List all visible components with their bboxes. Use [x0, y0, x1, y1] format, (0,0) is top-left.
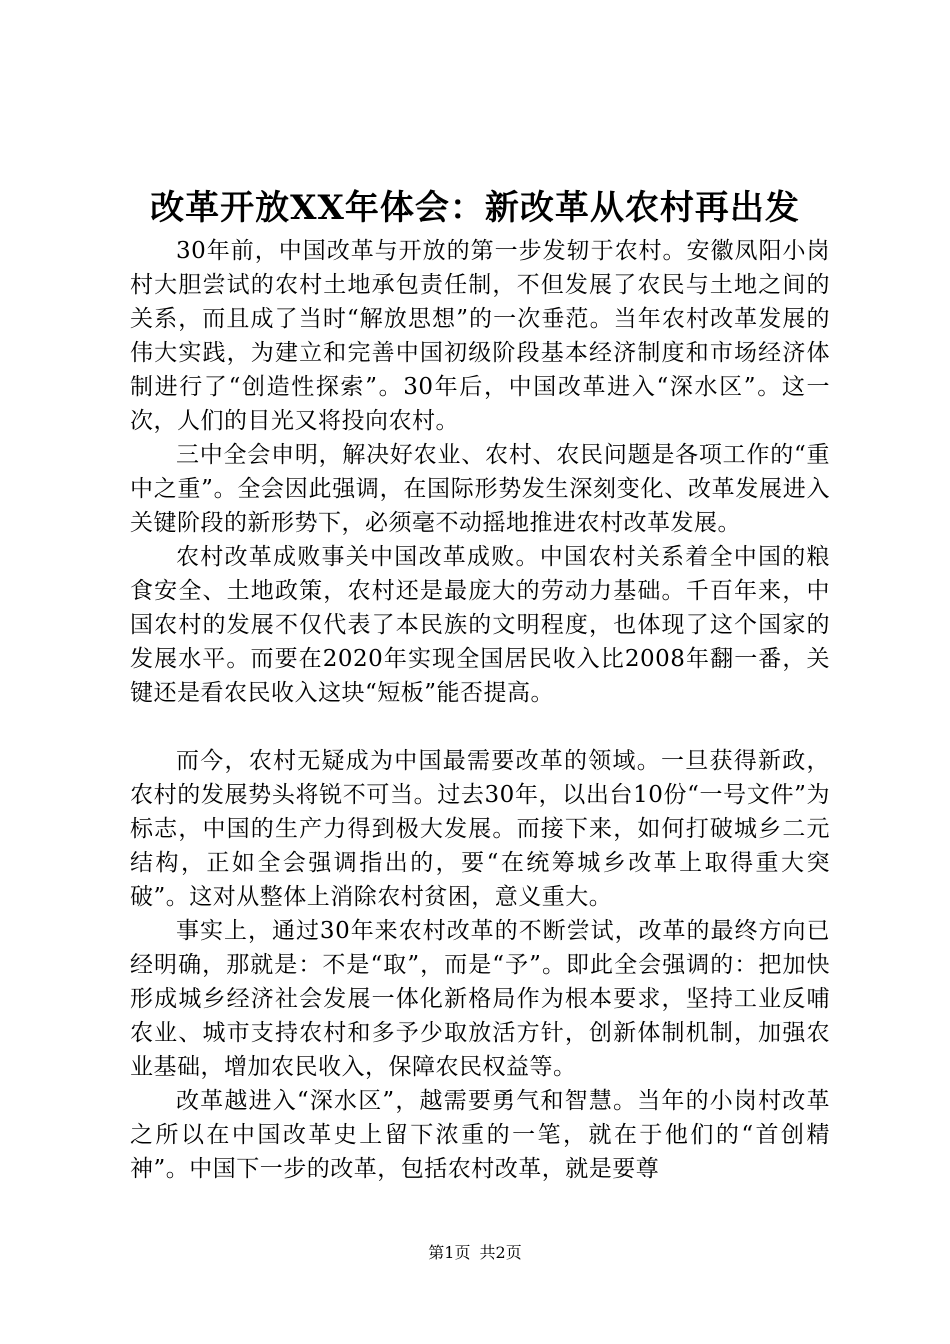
paragraph-5: 事实上，通过30年来农村改革的不断尝试，改革的最终方向已经明确，那就是：不是“取”，而是“予”。即此全会强调的：把加快形成城乡经济社会发展一体化新格局作为根本要求，坚持工业反哺农业、城市支持农村和多予少取放活方针，创新体制机制，加强农业基础，增加农民收入，保障农民权益等。 — [130, 918, 830, 1080]
page-footer — [0, 1241, 950, 1265]
paragraph-1: 30年前，中国改革与开放的第一步发轫于农村。安徽凤阳小岗村大胆尝试的农村土地承包责任制，不但发展了农民与土地之间的关系，而且成了当时“解放思想”的一次垂范。当年农村改革发展的伟大实践，为建立和完善中国初级阶段基本经济制度和市场经济体制进行了“创造性探索”。30年后，中国改革进入“深水区”。这一次，人们的目光又将投向农村。 — [130, 238, 830, 434]
document-title: 改革开放XX年体会：新改革从农村再出发 — [150, 188, 800, 228]
paragraph-6: 改革越进入“深水区”，越需要勇气和智慧。当年的小岗村改革之所以在中国改革史上留下浓重的一笔，就在于他们的“首创精神”。中国下一步的改革，包括农村改革，就是要尊 — [130, 1088, 830, 1182]
paragraph-4: 而今，农村无疑成为中国最需要改革的领域。一旦获得新政，农村的发展势头将锐不可当。过去30年，以出台10份“一号文件”为标志，中国的生产力得到极大发展。而接下来，如何打破城乡二元结构，正如全会强调指出的，要“在统筹城乡改革上取得重大突破”。这对从整体上消除农村贫困，意义重大。 — [130, 748, 830, 910]
paragraph-2: 三中全会申明，解决好农业、农村、农民问题是各项工作的“重中之重”。全会因此强调，在国际形势发生深刻变化、改革发展进入关键阶段的新形势下，必须毫不动摇地推进农村改革发展。 — [130, 442, 830, 536]
page-total: 共2页 — [479, 1243, 522, 1262]
page-number: 第1页 — [428, 1243, 471, 1262]
document-body — [130, 234, 830, 1186]
paragraph-3: 农村改革成败事关中国改革成败。中国农村关系着全中国的粮食安全、土地政策，农村还是最庞大的劳动力基础。千百年来，中国农村的发展不仅代表了本民族的文明程度，也体现了这个国家的发展水平。而要在2020年实现全国居民收入比2008年翻一番，关键还是看农民收入这块“短板”能否提高。 — [130, 544, 830, 706]
